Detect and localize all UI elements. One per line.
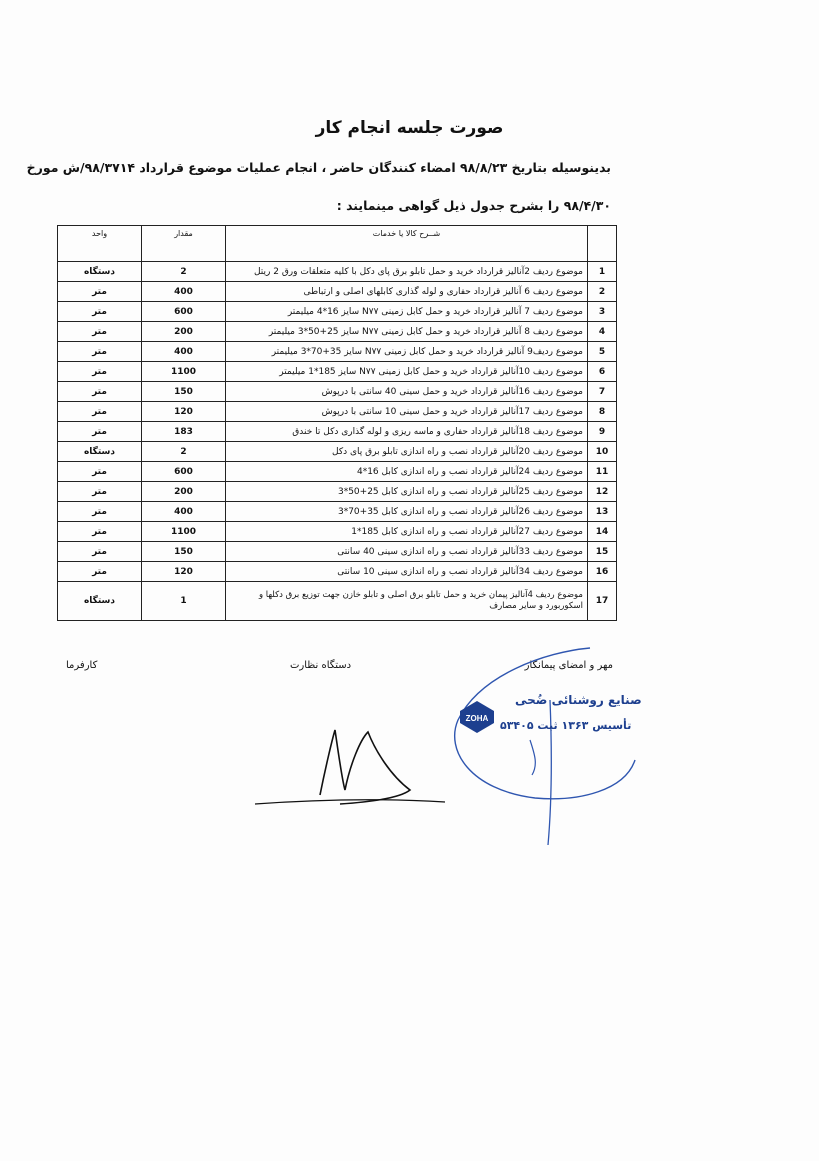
row-number: 3 bbox=[588, 302, 617, 322]
row-unit: متر bbox=[58, 482, 142, 502]
company-seal-outline bbox=[440, 640, 640, 850]
table-body bbox=[58, 262, 617, 621]
table-row bbox=[58, 482, 617, 502]
table-row bbox=[58, 322, 617, 342]
seal-initial-stroke bbox=[530, 740, 535, 775]
row-description: موضوع ردیف 2آنالیز قرارداد خرید و حمل تابلو برق پای دکل با کلیه متعلقات ورق 2 ریتل bbox=[226, 262, 588, 282]
row-unit: متر bbox=[58, 422, 142, 442]
row-unit: متر bbox=[58, 542, 142, 562]
table-row bbox=[58, 582, 617, 621]
row-unit: متر bbox=[58, 522, 142, 542]
row-number: 9 bbox=[588, 422, 617, 442]
row-number: 10 bbox=[588, 442, 617, 462]
row-quantity: 400 bbox=[142, 282, 226, 302]
table-row bbox=[58, 542, 617, 562]
row-number: 4 bbox=[588, 322, 617, 342]
row-quantity: 600 bbox=[142, 302, 226, 322]
signature-scribble bbox=[320, 730, 410, 804]
row-quantity: 150 bbox=[142, 382, 226, 402]
row-number: 16 bbox=[588, 562, 617, 582]
document-title: صورت جلسه انجام کار bbox=[315, 118, 504, 138]
row-quantity: 120 bbox=[142, 562, 226, 582]
row-number: 17 bbox=[588, 582, 617, 621]
row-quantity: 1100 bbox=[142, 522, 226, 542]
row-description: موضوع ردیف9 آنالیز قرارداد خرید و حمل کابل زمینی N۷۷ سایز 35+70*3 میلیمتر bbox=[226, 342, 588, 362]
row-description: موضوع ردیف 20آنالیز قرارداد نصب و راه اندازی تابلو برق پای دکل bbox=[226, 442, 588, 462]
header-row-number bbox=[588, 226, 617, 262]
row-number: 2 bbox=[588, 282, 617, 302]
row-unit: دستگاه bbox=[58, 262, 142, 282]
row-unit: متر bbox=[58, 342, 142, 362]
row-quantity: 200 bbox=[142, 482, 226, 502]
stamp-founded-info: تأسیس ۱۳۶۳ ثبت ۵۳۴۰۵ bbox=[500, 719, 632, 732]
contractor-signature-label: مهر و امضای پیمانکار bbox=[524, 660, 613, 671]
work-items-table bbox=[57, 225, 617, 621]
header-quantity: مقدار bbox=[142, 226, 226, 262]
row-description: موضوع ردیف 24آنالیز قرارداد نصب و راه اندازی کابل 16*4 bbox=[226, 462, 588, 482]
row-number: 7 bbox=[588, 382, 617, 402]
row-unit: متر bbox=[58, 282, 142, 302]
header-description: شــرح کالا یا خدمات bbox=[226, 226, 588, 262]
row-number: 6 bbox=[588, 362, 617, 382]
row-description: موضوع ردیف 33آنالیز قرارداد نصب و راه اندازی سینی 40 سانتی bbox=[226, 542, 588, 562]
row-unit: متر bbox=[58, 302, 142, 322]
row-number: 1 bbox=[588, 262, 617, 282]
row-number: 11 bbox=[588, 462, 617, 482]
table-row bbox=[58, 522, 617, 542]
row-unit: متر bbox=[58, 402, 142, 422]
row-number: 12 bbox=[588, 482, 617, 502]
table-row bbox=[58, 382, 617, 402]
row-number: 5 bbox=[588, 342, 617, 362]
zoha-logo-icon bbox=[458, 700, 496, 734]
row-unit: متر bbox=[58, 562, 142, 582]
row-quantity: 2 bbox=[142, 262, 226, 282]
row-unit: دستگاه bbox=[58, 582, 142, 621]
row-quantity: 1100 bbox=[142, 362, 226, 382]
table-row bbox=[58, 502, 617, 522]
row-unit: دستگاه bbox=[58, 442, 142, 462]
row-number: 13 bbox=[588, 502, 617, 522]
intro-line-1: بدینوسیله بتاریخ ۹۸/۸/۲۳ امضاء کنندگان حاضر ، انجام عملیات موضوع قرارداد ۹۸/۳۷۱۴/ش مورخ bbox=[26, 160, 611, 175]
row-description: موضوع ردیف 8 آنالیز قرارداد خرید و حمل کابل زمینی N۷۷ سایز 25+50*3 میلیمتر bbox=[226, 322, 588, 342]
table-row bbox=[58, 302, 617, 322]
table-row bbox=[58, 442, 617, 462]
stamp-company-name: صنایع روشنائی ضُحی bbox=[515, 693, 642, 707]
row-description: موضوع ردیف 26آنالیز قرارداد نصب و راه اندازی کابل 35+70*3 bbox=[226, 502, 588, 522]
row-unit: متر bbox=[58, 382, 142, 402]
row-quantity: 400 bbox=[142, 502, 226, 522]
row-quantity: 1 bbox=[142, 582, 226, 621]
row-description: موضوع ردیف 18آنالیز قرارداد حفاری و ماسه ریزی و لوله گذاری دکل تا خندق bbox=[226, 422, 588, 442]
row-description: موضوع ردیف 6 آنالیز قرارداد حفاری و لوله گذاری کابلهای اصلی و ارتباطی bbox=[226, 282, 588, 302]
employer-signature-label: کارفرما bbox=[66, 660, 98, 671]
table-row bbox=[58, 562, 617, 582]
intro-line-2: ۹۸/۴/۳۰ را بشرح جدول ذیل گواهی مینمایند : bbox=[336, 198, 611, 213]
table-header-row bbox=[58, 226, 617, 262]
table-row bbox=[58, 402, 617, 422]
row-description: موضوع ردیف 17آنالیز قرارداد خرید و حمل سینی 10 سانتی با درپوش bbox=[226, 402, 588, 422]
table-row bbox=[58, 362, 617, 382]
table-row bbox=[58, 422, 617, 442]
row-quantity: 600 bbox=[142, 462, 226, 482]
row-unit: متر bbox=[58, 322, 142, 342]
row-description: موضوع ردیف 16آنالیز قرارداد خرید و حمل سینی 40 سانتی با درپوش bbox=[226, 382, 588, 402]
row-description: موضوع ردیف 10آنالیز قرارداد خرید و حمل کابل زمینی N۷۷ سایز 185*1 میلیمتر bbox=[226, 362, 588, 382]
row-unit: متر bbox=[58, 502, 142, 522]
supervision-signature-label: دستگاه نظارت bbox=[290, 660, 352, 671]
table-row bbox=[58, 282, 617, 302]
table-row bbox=[58, 262, 617, 282]
row-number: 14 bbox=[588, 522, 617, 542]
supervision-signature-icon bbox=[250, 720, 450, 820]
row-description: موضوع ردیف 34آنالیز قرارداد نصب و راه اندازی سینی 10 سانتی bbox=[226, 562, 588, 582]
row-unit: متر bbox=[58, 462, 142, 482]
row-unit: متر bbox=[58, 362, 142, 382]
row-description: موضوع ردیف 27آنالیز قرارداد نصب و راه اندازی کابل 185*1 bbox=[226, 522, 588, 542]
table-row bbox=[58, 462, 617, 482]
row-quantity: 2 bbox=[142, 442, 226, 462]
row-quantity: 150 bbox=[142, 542, 226, 562]
row-quantity: 400 bbox=[142, 342, 226, 362]
row-number: 15 bbox=[588, 542, 617, 562]
row-description: موضوع ردیف 4آنالیز پیمان خرید و حمل تابلو برق اصلی و تابلو خازن جهت توزیع برق دکلها و اسکوربورد و سایر مصارف bbox=[226, 582, 588, 621]
row-number: 8 bbox=[588, 402, 617, 422]
table-row bbox=[58, 342, 617, 362]
row-quantity: 183 bbox=[142, 422, 226, 442]
row-quantity: 120 bbox=[142, 402, 226, 422]
row-quantity: 200 bbox=[142, 322, 226, 342]
row-description: موضوع ردیف 7 آنالیز قرارداد خرید و حمل کابل زمینی N۷۷ سایز 16*4 میلیمتر bbox=[226, 302, 588, 322]
header-unit: واحد bbox=[58, 226, 142, 262]
logo-text: ZOHA bbox=[465, 714, 489, 723]
row-description: موضوع ردیف 25آنالیز قرارداد نصب و راه اندازی کابل 25+50*3 bbox=[226, 482, 588, 502]
